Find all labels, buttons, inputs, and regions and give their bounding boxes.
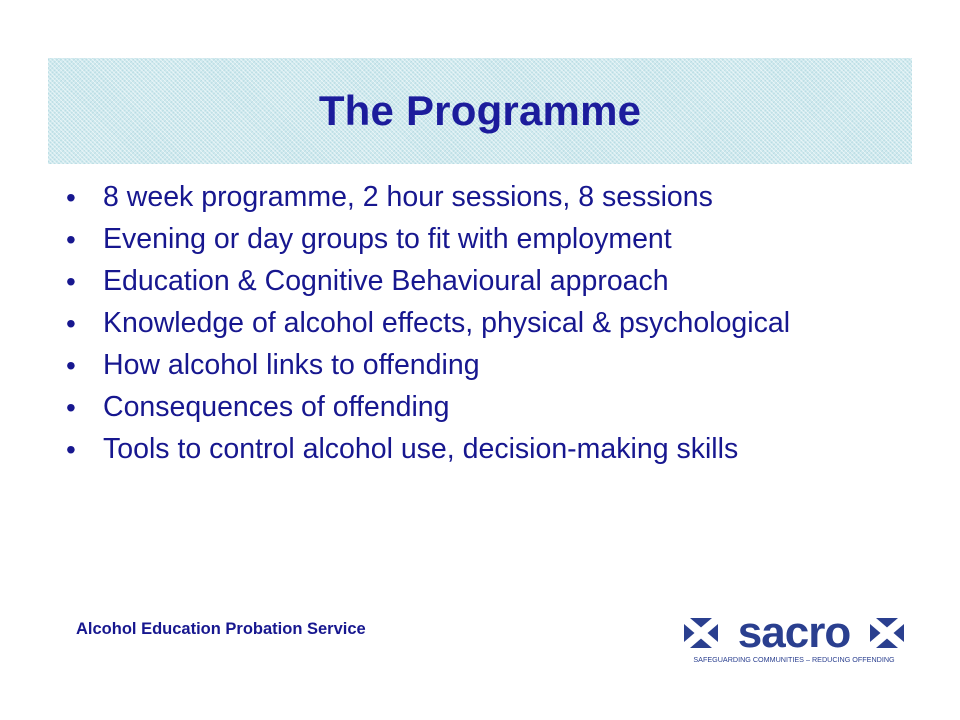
sacro-wordmark: sacro — [737, 612, 851, 657]
slide-title: The Programme — [318, 87, 642, 134]
title-band — [48, 58, 912, 164]
bullet-item — [66, 434, 866, 465]
bullet-text: Evening or day groups to fit with employment — [103, 223, 672, 255]
saltire-icon — [870, 618, 904, 648]
saltire-icon — [684, 618, 718, 648]
sacro-logo — [684, 612, 904, 666]
bullet-text: Knowledge of alcohol effects, physical & psychological — [103, 307, 791, 339]
bullet-text: 8 week programme, 2 hour sessions, 8 sessions — [103, 181, 713, 213]
bullet-icon: • — [66, 350, 76, 381]
footer-service-label: Alcohol Education Probation Service — [76, 620, 366, 638]
bullet-item — [66, 182, 866, 213]
bullet-item — [66, 266, 866, 297]
bullet-item — [66, 308, 866, 339]
bullet-icon: • — [66, 224, 76, 255]
bullet-icon: • — [66, 266, 76, 297]
bullet-icon: • — [66, 392, 76, 423]
bullet-text: Tools to control alcohol use, decision-making skills — [103, 433, 739, 465]
bullet-item — [66, 392, 866, 423]
bullet-text: Consequences of offending — [103, 391, 450, 423]
bullet-text: Education & Cognitive Behavioural approach — [103, 265, 669, 297]
bullet-list — [66, 182, 866, 476]
sacro-tagline: SAFEGUARDING COMMUNITIES – REDUCING OFFENDING — [693, 655, 895, 664]
bullet-icon: • — [66, 434, 76, 465]
bullet-text: How alcohol links to offending — [103, 349, 480, 381]
bullet-item — [66, 350, 866, 381]
bullet-icon: • — [66, 182, 76, 213]
bullet-item — [66, 224, 866, 255]
bullet-icon: • — [66, 308, 76, 339]
